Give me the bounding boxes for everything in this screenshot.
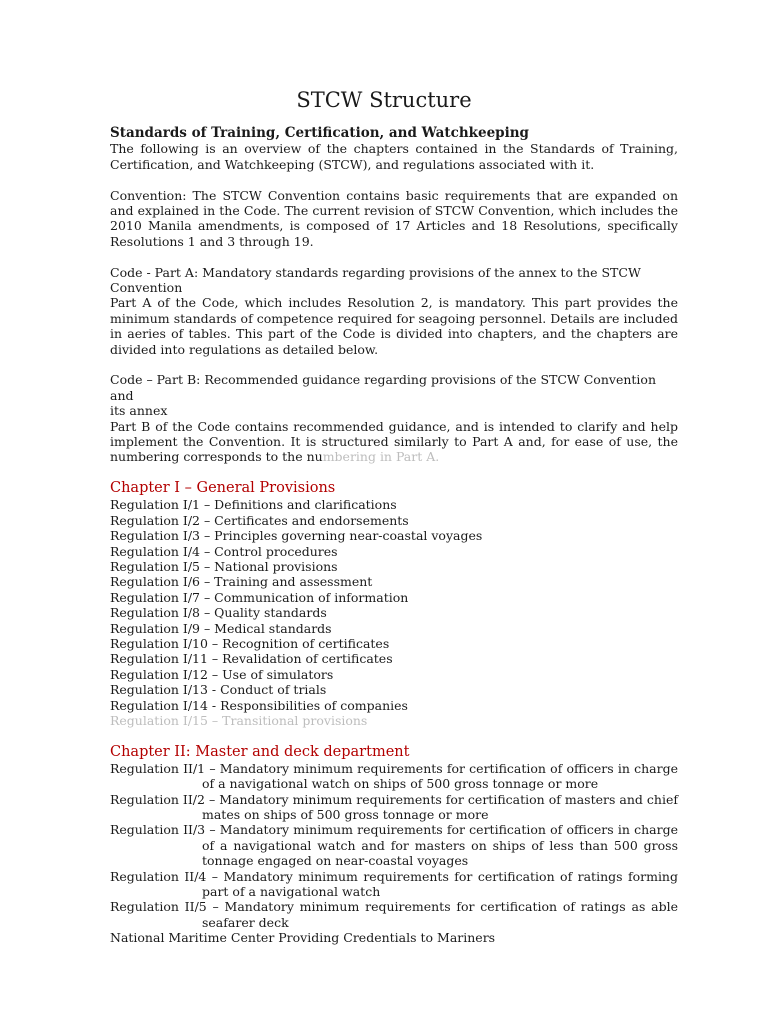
regulation-item: Regulation I/13 - Conduct of trials: [110, 682, 327, 698]
regulation-item: Regulation II/5 – Mandatory minimum requirements for certification of ratings as able seafarer deck: [110, 899, 678, 930]
regulation-item: Regulation II/3 – Mandatory minimum requirements for certification of officers in charge of a navigational watch and for masters on ships of less than 500 gross tonnage engaged on near-coastal voyages: [110, 822, 678, 869]
regulation-item: Regulation I/12 – Use of simulators: [110, 666, 334, 682]
regulation-item: Regulation I/10 – Recognition of certificates: [110, 635, 390, 651]
regulation-item: Regulation I/4 – Control procedures: [110, 543, 338, 559]
regulation-item: Regulation I/6 – Training and assessment: [110, 574, 373, 590]
document-body: [110, 126, 678, 946]
regulation-item: Regulation II/4 – Mandatory minimum requirements for certification of ratings forming part of a navigational watch: [110, 868, 678, 900]
document-title: STCW Structure: [296, 88, 472, 112]
part-b-faded-text: mbering in Part A.: [322, 449, 440, 465]
chapter-2-heading: Chapter II: Master and deck department: [110, 743, 410, 760]
regulation-item: Regulation II/2 – Mandatory minimum requirements for certification of masters and chief mates on ships of 500 gross tonnage or more: [110, 791, 678, 822]
regulation-item: Regulation I/8 – Quality standards: [110, 605, 327, 621]
regulation-item: Regulation I/7 – Communication of information: [110, 589, 409, 605]
standards-intro: The following is an overview of the chapters contained in the Standards of Training, Certification, and Watchkeeping (STCW), and regulations associated with it.: [110, 141, 678, 172]
chapter-1-regulation-list: [110, 497, 678, 728]
part-a-title: Code - Part A: Mandatory standards regarding provisions of the annex to the STCW Convention: [110, 264, 641, 296]
regulation-item: Regulation I/11 – Revalidation of certificates: [110, 651, 393, 667]
part-b-text: Part B of the Code contains recommended guidance, and is intended to clarify and help implement the Convention. It is structured similarly to Part A and, for ease of use, the numbering corresponds to the nu: [110, 418, 678, 465]
regulation-item: Regulation I/14 - Responsibilities of companies: [110, 697, 408, 713]
regulation-item: Regulation II/1 – Mandatory minimum requirements for certification of officers in charge of a navigational watch on ships of 500 gross tonnage or more: [110, 760, 678, 792]
regulation-item: Regulation I/5 – National provisions: [110, 558, 338, 574]
regulation-item: Regulation I/3 – Principles governing near-coastal voyages: [110, 528, 483, 544]
part-b-title: Code – Part B: Recommended guidance regarding provisions of the STCW Convention and: [110, 372, 656, 403]
chapter-2-regulation-list: [110, 761, 678, 930]
regulation-item-faded: Regulation I/15 – Transitional provisions: [110, 712, 368, 728]
part-a-paragraph: Part A of the Code, which includes Resolution 2, is mandatory. This part provides the minimum standards of competence required for seagoing personnel. Details are included in aeries of tables. This part of the Code is divided into chapters, and the chapters are divided into regulations as detailed below.: [110, 295, 678, 357]
regulation-item: Regulation I/9 – Medical standards: [110, 620, 332, 636]
standards-heading: Standards of Training, Certification, and Watchkeeping: [110, 125, 529, 141]
regulation-item: Regulation I/1 – Definitions and clarifications: [110, 497, 397, 513]
regulation-item: Regulation I/2 – Certificates and endorsements: [110, 512, 409, 528]
convention-paragraph: Convention: The STCW Convention contains basic requirements that are expanded on and explained in the Code. The current revision of STCW Convention, which includes the 2010 Manila amendments, is composed of 17 Articles and 18 Resolutions, specifically Resolutions 1 and 3 through 19.: [110, 187, 678, 249]
chapter-1-heading: Chapter I – General Provisions: [110, 480, 336, 497]
part-b-paragraph: [110, 419, 678, 465]
footer-note: National Maritime Center Providing Credentials to Mariners: [110, 930, 496, 946]
part-b-title-cont: its annex: [110, 403, 168, 419]
